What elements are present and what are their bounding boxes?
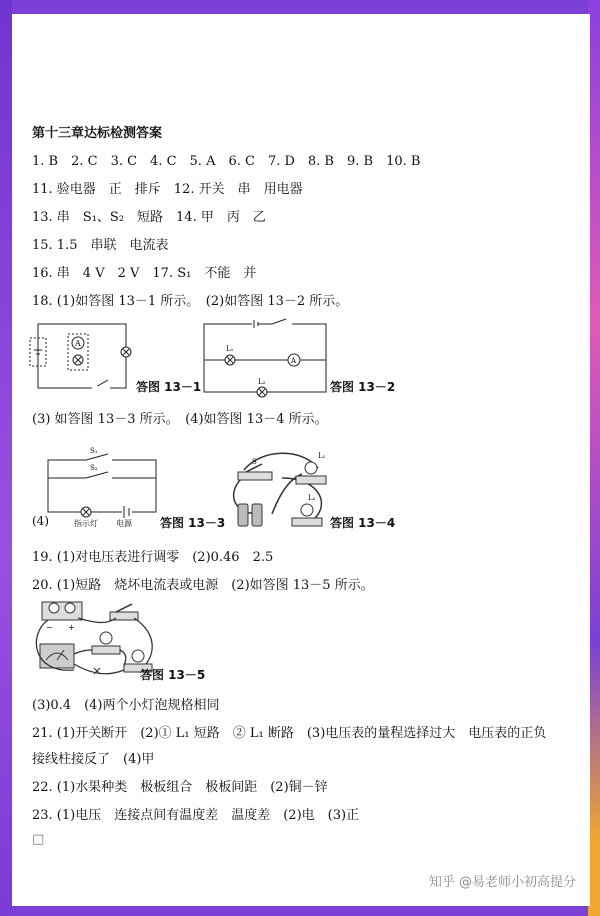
plus-label: +	[68, 623, 75, 632]
lamp-l1-label: L₁	[318, 452, 326, 460]
document-title: 第十三章达标检测答案	[32, 126, 163, 141]
s1-label: S₁	[90, 447, 98, 455]
answer-line-12: 21. (1)开关断开 (2)① L₁ 短路 ② L₁ 断路 (3)电压表的量程选择过大 电压表的正负	[32, 726, 547, 741]
answer-line-9: 19. (1)对电压表进行调零 (2)0.46 2.5	[32, 550, 274, 565]
answer-line-3: 13. 串 S₁、S₂ 短路 14. 甲 丙 乙	[32, 210, 266, 225]
caption-13-4: 答图 13－4	[330, 516, 396, 530]
l1-label: L₁	[226, 345, 234, 353]
answer-line-7: (3) 如答图 13－3 所示。 (4)如答图 13－4 所示。	[32, 412, 328, 427]
answer-line-13: 接线柱接反了 (4)甲	[32, 752, 155, 767]
answer-line-8: (4)	[32, 514, 49, 528]
caption-13-2: 答图 13－2	[330, 380, 396, 394]
physical-circuit-13-5	[28, 594, 158, 678]
answer-line-15: 23. (1)电压 连接点间有温度差 温度差 (2)电 (3)正	[32, 808, 360, 823]
answer-line-5: 16. 串 4 V 2 V 17. S₁ 不能 并	[32, 266, 257, 281]
answer-line-6: 18. (1)如答图 13－1 所示。 (2)如答图 13－2 所示。	[32, 294, 349, 309]
lamp-l2-label: L₂	[308, 494, 316, 502]
end-mark: □	[32, 832, 45, 847]
answer-line-10: 20. (1)短路 烧坏电流表或电源 (2)如答图 13－5 所示。	[32, 578, 374, 593]
switch-s-label: S	[252, 458, 257, 466]
answer-line-11: (3)0.4 (4)两个小灯泡规格相同	[32, 698, 220, 713]
watermark: 知乎 @易老师小初高提分	[428, 875, 576, 890]
answer-line-4: 15. 1.5 串联 电流表	[32, 238, 169, 253]
answer-sheet	[12, 14, 590, 906]
caption-13-1: 答图 13－1	[136, 380, 202, 394]
l2-label: L₂	[258, 378, 266, 386]
circuit-diagram-13-2	[198, 316, 338, 400]
caption-13-5: 答图 13－5	[140, 668, 206, 682]
ammeter-label: A	[291, 357, 297, 365]
physical-circuit-13-4	[222, 438, 332, 530]
answer-line-1: 1. B 2. C 3. C 4. C 5. A 6. C 7. D 8. B 9. B 10. B	[32, 154, 421, 169]
background-left	[0, 0, 12, 916]
minus-label: −	[46, 623, 53, 632]
ammeter-label: A	[75, 339, 81, 348]
caption-13-3: 答图 13－3	[160, 516, 226, 530]
s2-label: S₂	[90, 464, 98, 472]
circuit-diagram-13-3	[42, 444, 162, 528]
power-label: 电源	[116, 519, 132, 528]
answer-line-14: 22. (1)水果种类 极板组合 极板间距 (2)铜－锌	[32, 780, 328, 795]
indicator-label: 指示灯	[74, 519, 98, 528]
circuit-diagram-13-1	[26, 316, 138, 396]
answer-line-2: 11. 验电器 正 排斥 12. 开关 串 用电器	[32, 182, 303, 197]
